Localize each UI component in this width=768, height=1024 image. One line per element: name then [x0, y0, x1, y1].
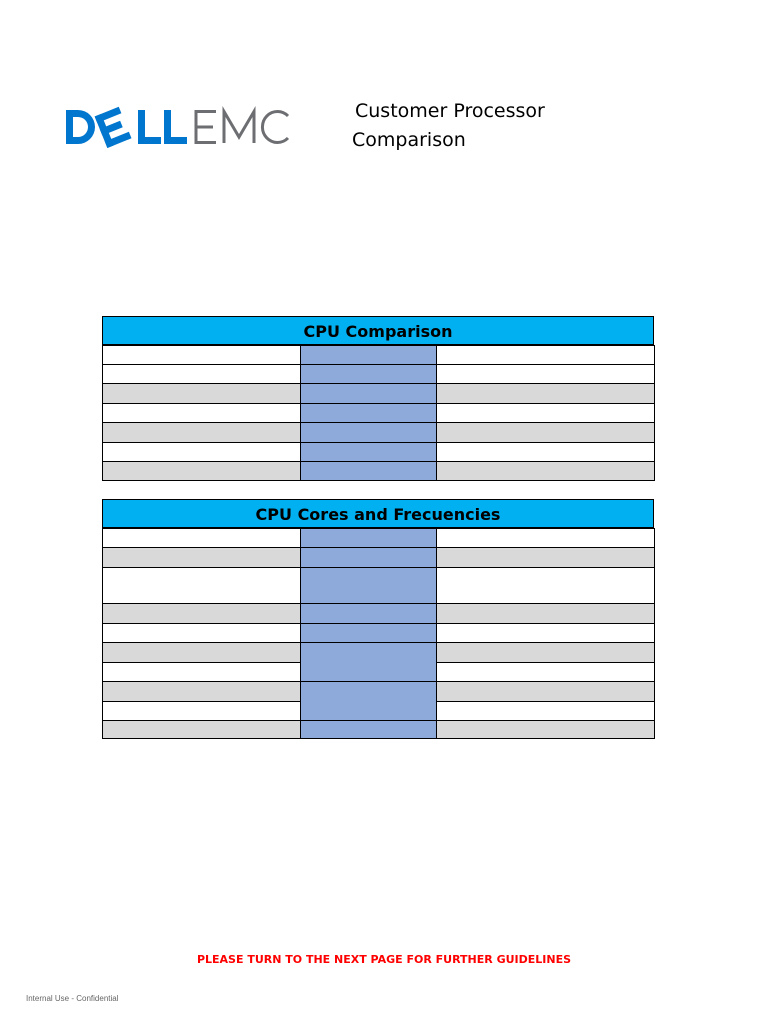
table-cell-value	[436, 461, 655, 481]
table-cell-label	[102, 662, 301, 682]
next-page-note: PLEASE TURN TO THE NEXT PAGE FOR FURTHER GUIDELINES	[196, 953, 572, 966]
table-cell-middle	[300, 623, 437, 643]
table-cell-middle	[300, 642, 437, 682]
table-cell-middle	[300, 567, 437, 604]
table-cell-label	[102, 422, 301, 443]
table-cell-value	[436, 623, 655, 643]
table-cell-value	[436, 547, 655, 568]
table-cell-middle	[300, 383, 437, 404]
table-cell-label	[102, 603, 301, 624]
table-cell-label	[102, 547, 301, 568]
table-cell-label	[102, 720, 301, 739]
table-cell-label	[102, 383, 301, 404]
table-cell-label	[102, 403, 301, 423]
table-cell-label	[102, 642, 301, 663]
table-cell-value	[436, 603, 655, 624]
table-cell-value	[436, 701, 655, 721]
table-cell-value	[436, 662, 655, 682]
table-cell-label	[102, 442, 301, 462]
table-cell-value	[436, 567, 655, 604]
table-cell-value	[436, 720, 655, 739]
table-cell-value	[436, 528, 655, 548]
table-cell-middle	[300, 364, 437, 384]
cpu-comparison-header: CPU Comparison	[102, 316, 654, 345]
table-cell-middle	[300, 442, 437, 462]
table-cell-value	[436, 422, 655, 443]
table-cell-middle	[300, 547, 437, 568]
table-cell-value	[436, 383, 655, 404]
table-cell-middle	[300, 528, 437, 548]
title-line-2: Comparison	[352, 129, 466, 151]
table-cell-middle	[300, 422, 437, 443]
table-cell-value	[436, 403, 655, 423]
table-cell-middle	[300, 720, 437, 739]
cpu-comparison-body	[102, 345, 654, 480]
table-cell-value	[436, 364, 655, 384]
table-cell-middle	[300, 345, 437, 365]
table-cell-value	[436, 442, 655, 462]
table-cell-middle	[300, 403, 437, 423]
document-title	[352, 97, 545, 155]
cpu-cores-body	[102, 528, 654, 737]
table-cell-middle	[300, 681, 437, 721]
table-cell-label	[102, 345, 301, 365]
table-cell-label	[102, 701, 301, 721]
table-cell-label	[102, 567, 301, 604]
table-cell-label	[102, 528, 301, 548]
table-cell-value	[436, 642, 655, 663]
table-cell-value	[436, 345, 655, 365]
table-cell-label	[102, 623, 301, 643]
cpu-comparison-table	[102, 316, 654, 480]
table-cell-label	[102, 681, 301, 702]
confidentiality-label: Internal Use - Confidential	[26, 994, 119, 1003]
table-cell-middle	[300, 461, 437, 481]
table-cell-label	[102, 461, 301, 481]
table-cell-middle	[300, 603, 437, 624]
cpu-cores-table	[102, 499, 654, 737]
table-cell-label	[102, 364, 301, 384]
dell-emc-logo	[66, 104, 292, 150]
cpu-cores-header: CPU Cores and Frecuencies	[102, 499, 654, 528]
title-line-1: Customer Processor	[355, 100, 545, 122]
table-cell-value	[436, 681, 655, 702]
